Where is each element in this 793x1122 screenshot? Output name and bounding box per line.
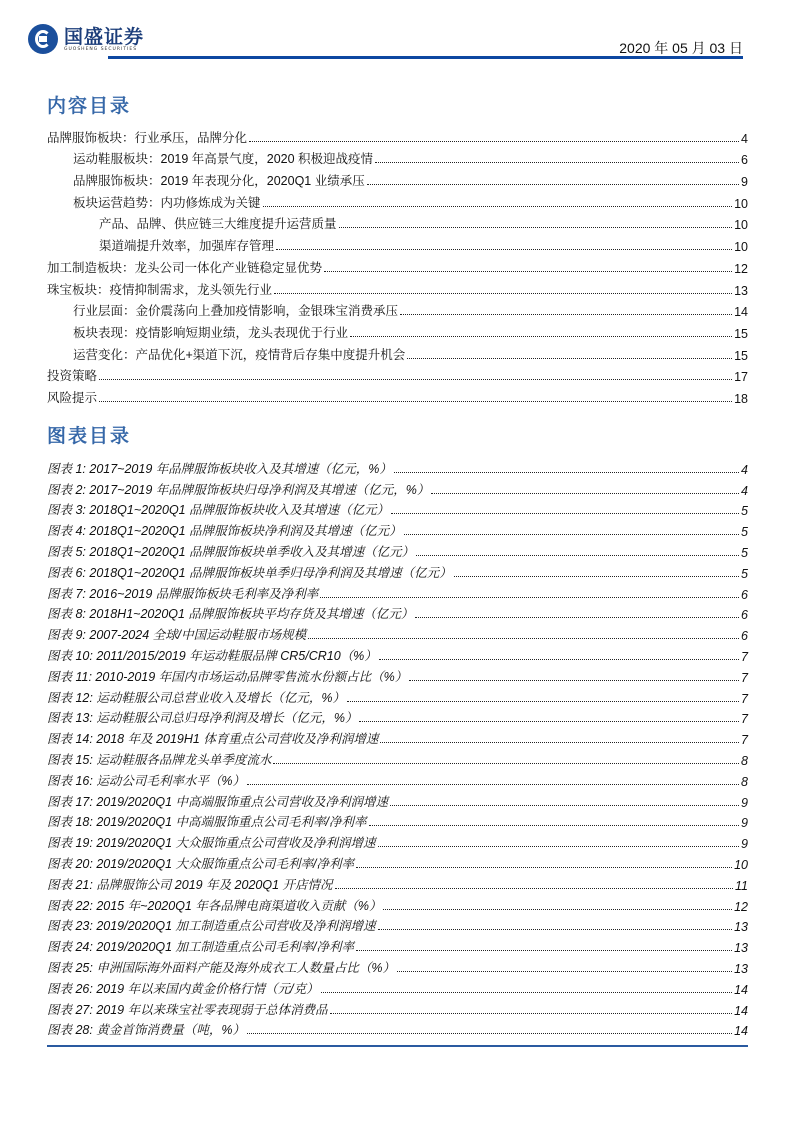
dot-leader — [431, 493, 739, 494]
page-number[interactable]: 8 — [741, 753, 748, 768]
figure-entry[interactable] — [47, 456, 748, 477]
contents-title: 内容目录 — [47, 95, 132, 117]
figure-entry[interactable] — [47, 726, 748, 747]
entry-title[interactable]: 图表 20: 2019/2020Q1 大众服饰重点公司毛利率/净利率 — [47, 856, 355, 871]
dot-leader — [415, 617, 739, 618]
entry-title[interactable]: 图表 16: 运动公司毛利率水平（%） — [47, 773, 245, 788]
contents-list — [47, 124, 748, 406]
page-number[interactable]: 6 — [741, 587, 748, 602]
figure-entry[interactable] — [47, 622, 748, 643]
page-number[interactable]: 5 — [741, 504, 748, 519]
figure-entry[interactable] — [47, 955, 748, 976]
page-number[interactable]: 4 — [741, 462, 748, 477]
page-number[interactable]: 9 — [741, 816, 748, 831]
figure-entry[interactable] — [47, 664, 748, 685]
dot-leader — [390, 805, 739, 806]
dot-leader — [321, 992, 733, 993]
page-number[interactable]: 12 — [734, 899, 748, 914]
dot-leader — [274, 293, 732, 294]
entry-title[interactable]: 渠道端提升效率，加强库存管理 — [99, 239, 275, 254]
page-number[interactable]: 10 — [734, 196, 748, 211]
dot-leader — [263, 206, 733, 207]
dot-leader — [356, 950, 732, 951]
page-number[interactable]: 15 — [734, 348, 748, 363]
page-number[interactable]: 7 — [741, 712, 748, 727]
figure-entry[interactable] — [47, 872, 748, 893]
dot-leader — [320, 597, 739, 598]
figure-entry[interactable] — [47, 768, 748, 789]
dot-leader — [454, 576, 739, 577]
entry-title[interactable]: 图表 6: 2018Q1~2020Q1 品牌服饰板块单季归母净利润及其增速（亿元） — [47, 565, 452, 580]
dot-leader — [375, 162, 739, 163]
dot-leader — [324, 271, 732, 272]
page-number[interactable]: 6 — [741, 153, 748, 168]
toc-entry[interactable] — [47, 384, 748, 406]
page-number[interactable]: 4 — [741, 131, 748, 146]
dot-leader — [400, 314, 732, 315]
entry-title[interactable]: 图表 8: 2018H1~2020Q1 品牌服饰板块平均存货及其增速（亿元） — [47, 607, 414, 622]
entry-title[interactable]: 图表 4: 2018Q1~2020Q1 品牌服饰板块净利润及其增速（亿元） — [47, 524, 402, 539]
entry-title[interactable]: 图表 18: 2019/2020Q1 中高端服饰重点公司毛利率/净利率 — [47, 815, 367, 830]
figure-entry[interactable] — [47, 934, 748, 955]
figure-entry[interactable] — [47, 976, 748, 997]
figure-entry[interactable] — [47, 810, 748, 831]
dot-leader — [99, 379, 732, 380]
dot-leader — [350, 336, 732, 337]
page-number[interactable]: 14 — [734, 1003, 748, 1018]
page-number[interactable]: 7 — [741, 670, 748, 685]
page-number[interactable]: 6 — [741, 608, 748, 623]
entry-title[interactable]: 图表 10: 2011/2015/2019 年运动鞋服品牌 CR5/CR10（%） — [47, 648, 377, 663]
dot-leader — [335, 888, 734, 889]
entry-title[interactable]: 图表 15: 运动鞋服各品牌龙头单季度流水 — [47, 752, 272, 767]
entry-title[interactable]: 图表 14: 2018 年及 2019H1 体育重点公司营收及净利润增速 — [47, 732, 379, 747]
entry-title[interactable]: 运营变化：产品优化+渠道下沉，疫情背后存集中度提升机会 — [73, 347, 406, 362]
entry-title[interactable]: 图表 21: 品牌服饰公司 2019 年及 2020Q1 开店情况 — [47, 877, 333, 892]
page-number[interactable]: 13 — [734, 941, 748, 956]
page-number[interactable]: 14 — [734, 982, 748, 997]
entry-title[interactable]: 图表 27: 2019 年以来珠宝社零表现弱于总体消费品 — [47, 1002, 328, 1017]
figure-entry[interactable] — [47, 851, 748, 872]
dot-leader — [276, 249, 732, 250]
figure-entry[interactable] — [47, 747, 748, 768]
page-number[interactable]: 5 — [741, 566, 748, 581]
dot-leader — [407, 358, 732, 359]
dot-leader — [378, 929, 733, 930]
dot-leader — [369, 825, 740, 826]
company-logo — [28, 24, 144, 54]
figure-entry[interactable] — [47, 518, 748, 539]
entry-title[interactable]: 图表 12: 运动鞋服公司总营业收入及增长（亿元，%） — [47, 690, 345, 705]
figure-entry[interactable] — [47, 1018, 748, 1039]
page-number[interactable]: 5 — [741, 545, 748, 560]
dot-leader — [359, 721, 739, 722]
page-number[interactable]: 11 — [735, 878, 748, 893]
dot-leader — [391, 513, 739, 514]
entry-title[interactable]: 产品、品牌、供应链三大维度提升运营质量 — [99, 217, 337, 232]
entry-title[interactable]: 行业层面：金价震荡向上叠加疫情影响，金银珠宝消费承压 — [73, 304, 399, 319]
figure-entry[interactable] — [47, 997, 748, 1018]
dot-leader — [394, 472, 739, 473]
dot-leader — [397, 971, 732, 972]
figure-entry[interactable] — [47, 643, 748, 664]
dot-leader — [308, 638, 739, 639]
entry-title[interactable]: 图表 26: 2019 年以来国内黄金价格行情（元/克） — [47, 981, 319, 996]
page-number[interactable]: 7 — [741, 691, 748, 706]
toc-entry[interactable] — [47, 189, 748, 211]
figure-entry[interactable] — [47, 685, 748, 706]
page-number[interactable]: 7 — [741, 649, 748, 664]
figure-entry[interactable] — [47, 893, 748, 914]
page-number[interactable]: 14 — [734, 305, 748, 320]
figure-entry[interactable] — [47, 539, 748, 560]
dot-leader — [409, 680, 739, 681]
entry-title[interactable]: 加工制造板块：龙头公司一体化产业链稳定显优势 — [47, 260, 323, 275]
entry-title[interactable]: 投资策略 — [47, 369, 98, 384]
dot-leader — [380, 742, 739, 743]
entry-title[interactable]: 图表 5: 2018Q1~2020Q1 品牌服饰板块单季收入及其增速（亿元） — [47, 544, 415, 559]
toc-entry[interactable] — [47, 146, 748, 168]
logo-english: GUOSHENG SECURITIES — [64, 46, 138, 52]
page-number[interactable]: 18 — [734, 391, 748, 406]
figure-entry[interactable] — [47, 830, 748, 851]
toc-entry[interactable] — [47, 341, 748, 363]
dot-leader — [247, 784, 739, 785]
entry-title[interactable]: 品牌服饰板块：2019 年表现分化，2020Q1 业绩承压 — [73, 174, 365, 189]
toc-entry[interactable] — [47, 254, 748, 276]
entry-title[interactable]: 板块表现：疫情影响短期业绩，龙头表现优于行业 — [73, 325, 349, 340]
logo-name: 国盛证券 — [64, 25, 145, 48]
entry-title[interactable]: 图表 2: 2017~2019 年品牌服饰板块归母净利润及其增速（亿元，%） — [47, 482, 430, 497]
dot-leader — [347, 701, 739, 702]
toc-entry[interactable] — [47, 298, 748, 320]
dot-leader — [379, 659, 739, 660]
page-number[interactable]: 10 — [734, 240, 748, 255]
entry-title[interactable]: 图表 9: 2007-2024 全球/中国运动鞋服市场规模 — [47, 628, 307, 643]
page-number[interactable]: 6 — [741, 629, 748, 644]
entry-title[interactable]: 风险提示 — [47, 390, 98, 405]
page-number[interactable]: 10 — [734, 218, 748, 233]
entry-title[interactable]: 图表 24: 2019/2020Q1 加工制造重点公司毛利率/净利率 — [47, 940, 355, 955]
page-number[interactable]: 10 — [734, 857, 748, 872]
entry-title[interactable]: 图表 17: 2019/2020Q1 中高端服饰重点公司营收及净利润增速 — [47, 794, 389, 809]
entry-title[interactable]: 图表 13: 运动鞋服公司总归母净利润及增长（亿元，%） — [47, 711, 358, 726]
toc-entry[interactable] — [47, 167, 748, 189]
toc-entry[interactable] — [47, 211, 748, 233]
entry-title[interactable]: 图表 19: 2019/2020Q1 大众服饰重点公司营收及净利润增速 — [47, 836, 376, 851]
entry-title[interactable]: 图表 7: 2016~2019 品牌服饰板块毛利率及净利率 — [47, 586, 319, 601]
figures-title: 图表目录 — [47, 425, 132, 447]
page-number[interactable]: 13 — [734, 920, 748, 935]
page-number[interactable]: 13 — [734, 283, 748, 298]
entry-title[interactable]: 图表 28: 黄金首饰消费量（吨，%） — [47, 1023, 245, 1038]
toc-entry[interactable] — [47, 124, 748, 146]
figure-entry[interactable] — [47, 602, 748, 623]
dot-leader — [383, 909, 732, 910]
page-number[interactable]: 12 — [734, 261, 748, 276]
figure-entry[interactable] — [47, 581, 748, 602]
page-number[interactable]: 5 — [741, 525, 748, 540]
dot-leader — [330, 1013, 732, 1014]
entry-title[interactable]: 板块运营趋势：内功修炼成为关键 — [73, 195, 261, 210]
entry-title[interactable]: 图表 23: 2019/2020Q1 加工制造重点公司营收及净利润增速 — [47, 919, 376, 934]
dot-leader — [416, 555, 739, 556]
page-number[interactable]: 17 — [734, 370, 748, 385]
entry-title[interactable]: 运动鞋服板块：2019 年高景气度，2020 积极迎战疫情 — [73, 152, 374, 167]
toc-entry[interactable] — [47, 276, 748, 298]
toc-entry[interactable] — [47, 319, 748, 341]
entry-title[interactable]: 珠宝板块：疫情抑制需求，龙头领先行业 — [47, 282, 273, 297]
toc-entry[interactable] — [47, 232, 748, 254]
toc-entry[interactable] — [47, 363, 748, 385]
figure-entry[interactable] — [47, 914, 748, 935]
logo-icon — [28, 24, 58, 54]
report-date: 2020 年 05 月 03 日 — [619, 40, 743, 56]
entry-title[interactable]: 图表 11: 2010-2019 年国内市场运动品牌零售流水份额占比（%） — [47, 669, 408, 684]
dot-leader — [249, 141, 739, 142]
footer-divider — [47, 1045, 748, 1047]
page-number[interactable]: 4 — [741, 483, 748, 498]
page-number[interactable]: 13 — [734, 961, 748, 976]
entry-title[interactable]: 图表 25: 申洲国际海外面料产能及海外成衣工人数量占比（%） — [47, 960, 395, 975]
page-number[interactable]: 8 — [741, 774, 748, 789]
dot-leader — [339, 227, 733, 228]
figure-entry[interactable] — [47, 477, 748, 498]
dot-leader — [273, 763, 739, 764]
figure-entry[interactable] — [47, 789, 748, 810]
entry-title[interactable]: 图表 22: 2015 年~2020Q1 年各品牌电商渠道收入贡献（%） — [47, 898, 382, 913]
figure-entry[interactable] — [47, 498, 748, 519]
page-number[interactable]: 15 — [734, 326, 748, 341]
dot-leader — [404, 534, 739, 535]
dot-leader — [99, 401, 732, 402]
entry-title[interactable]: 图表 3: 2018Q1~2020Q1 品牌服饰板块收入及其增速（亿元） — [47, 503, 390, 518]
figure-entry[interactable] — [47, 706, 748, 727]
page-number[interactable]: 9 — [741, 837, 748, 852]
entry-title[interactable]: 品牌服饰板块：行业承压，品牌分化 — [47, 130, 248, 145]
figures-list — [47, 456, 748, 1038]
dot-leader — [367, 184, 739, 185]
figure-entry[interactable] — [47, 560, 748, 581]
page-number[interactable]: 9 — [741, 175, 748, 190]
page-number[interactable]: 9 — [741, 795, 748, 810]
page-number[interactable]: 14 — [734, 1024, 748, 1039]
page-number[interactable]: 7 — [741, 733, 748, 748]
dot-leader — [247, 1033, 732, 1034]
header-divider — [108, 56, 743, 59]
dot-leader — [378, 846, 739, 847]
entry-title[interactable]: 图表 1: 2017~2019 年品牌服饰板块收入及其增速（亿元，%） — [47, 461, 392, 476]
dot-leader — [356, 867, 732, 868]
